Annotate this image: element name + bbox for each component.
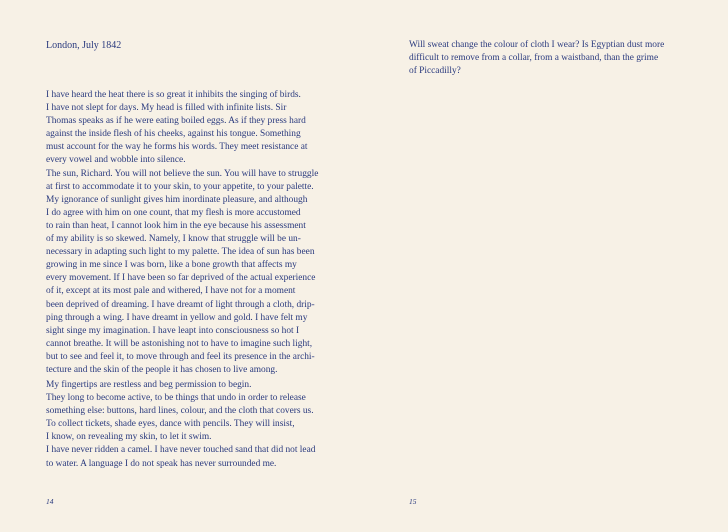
text-line: sight singe my imagination. I have leapt into consciousness so hot I — [46, 325, 300, 336]
text-line: but to see and feel it, to move through and feel its presence in the archi- — [46, 351, 315, 362]
text-line: Thomas speaks as if he were eating boiled eggs. As if they press hard — [46, 116, 306, 127]
text-line: I have not slept for days. My head is filled with infinite lists. Sir — [46, 103, 287, 114]
text-line: ping through a wing. I have dreamt in yellow and gold. I have felt my — [46, 312, 308, 323]
text-line: of it, except at its most pale and withered, I have not for a moment — [46, 286, 296, 297]
text-line: To collect tickets, shade eyes, dance with pencils. They will insist, — [46, 419, 295, 430]
text-line: necessary in adapting such light to my palette. The idea of sun has been — [46, 247, 315, 258]
text-line: something else: buttons, hard lines, colour, and the cloth that covers us. — [46, 406, 314, 417]
text-line: to rain than heat, I cannot look him in the eye because his assessment — [46, 220, 306, 231]
text-line: growing in me since I was born, like a bone growth that affects my — [46, 260, 297, 271]
text-line: at first to accommodate it to your skin, to your appetite, to your palette. — [46, 181, 314, 192]
text-line: of Piccadilly? — [409, 66, 461, 77]
text-line: been deprived of dreaming. I have dreamt of light through a cloth, drip- — [46, 299, 315, 310]
text-line: of my ability is so skewed. Namely, I know that struggle will be un- — [46, 234, 301, 245]
text-line: must account for the way he forms his words. They meet resistance at — [46, 142, 308, 153]
place-date-heading: London, July 1842 — [46, 40, 122, 51]
page-number-left: 14 — [46, 497, 54, 506]
right-paragraph — [409, 39, 664, 78]
left-paragraph-2 — [46, 379, 315, 471]
text-line: every movement. If I have been so far deprived of the actual experience — [46, 273, 316, 284]
text-line: Will sweat change the colour of cloth I wear? Is Egyptian dust more — [409, 40, 665, 50]
text-line: cannot breathe. It will be astonishing not to have to imagine such light, — [46, 338, 313, 349]
text-line: to water. A language I do not speak has never surrounded me. — [46, 458, 277, 469]
text-line: My ignorance of sunlight gives him inordinate pleasure, and although — [46, 194, 308, 205]
text-line: I have never ridden a camel. I have never touched sand that did not lead — [46, 445, 316, 456]
text-line: against the inside flesh of his cheeks, against his tongue. Something — [46, 129, 301, 140]
text-line: I know, on revealing my skin, to let it swim. — [46, 432, 212, 443]
text-line: every vowel and wobble into silence. — [46, 155, 186, 166]
text-line: tecture and the skin of the people it has chosen to live among. — [46, 364, 278, 375]
page-number-right: 15 — [409, 497, 417, 506]
left-paragraph-1 — [46, 89, 318, 377]
text-line: difficult to remove from a collar, from a waistband, than the grime — [409, 53, 659, 64]
text-line: They long to become active, to be things that undo in order to release — [46, 393, 306, 404]
text-line: I do agree with him on one count, that my flesh is more accustomed — [46, 207, 301, 218]
text-line: The sun, Richard. You will not believe the sun. You will have to struggle — [46, 168, 319, 179]
right-page — [364, 0, 728, 532]
text-line: I have heard the heat there is so great it inhibits the singing of birds. — [46, 90, 301, 100]
text-line: My fingertips are restless and beg permission to begin. — [46, 380, 252, 390]
